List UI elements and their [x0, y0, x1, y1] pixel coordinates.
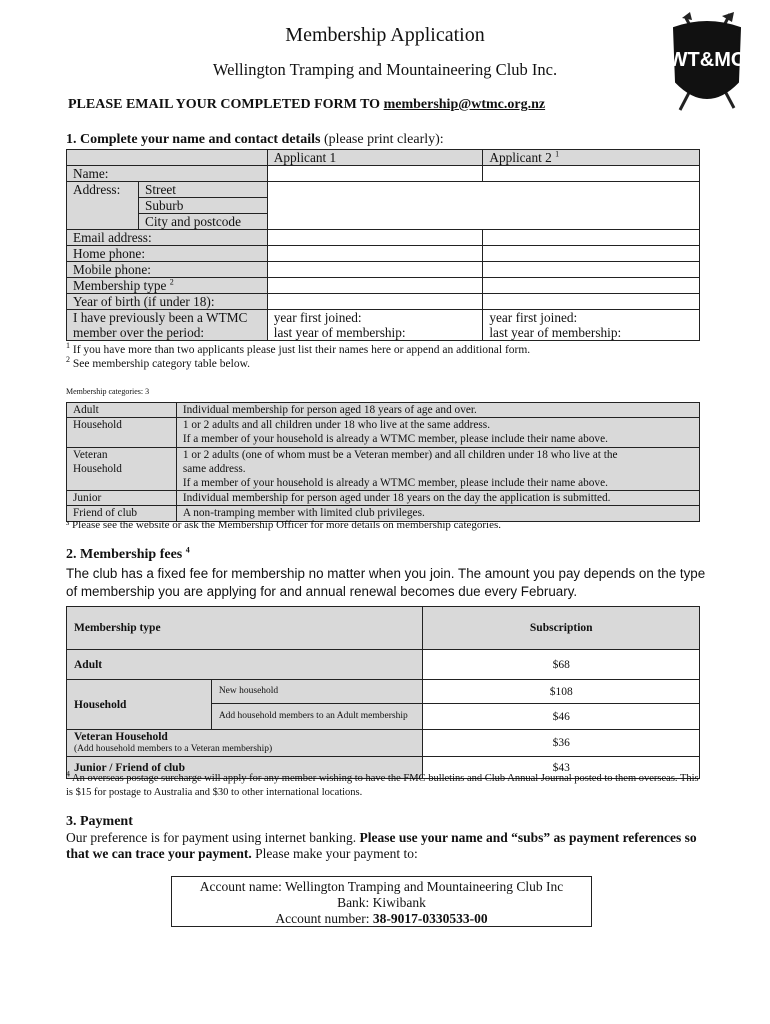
- applicant2-email-field[interactable]: [483, 230, 700, 246]
- label-mobile-phone: Mobile phone:: [67, 262, 268, 278]
- section3-paragraph: Our preference is for payment using internet banking. Please use your name and “subs” as payment references so that we can trace your payment. Please make your payment to:: [66, 830, 697, 861]
- fee-veteran: $36: [423, 730, 700, 757]
- fee-add-household: $46: [423, 704, 700, 730]
- applicant2-previous-field[interactable]: year first joined: last year of membership:: [483, 310, 700, 341]
- address-spacer: [67, 198, 139, 214]
- label-year-of-birth: Year of birth (if under 18):: [67, 294, 268, 310]
- fee-add-household-label: Add household members to an Adult membership: [211, 704, 423, 730]
- applicant1-name-field[interactable]: [267, 166, 483, 182]
- footnotes-1-2: [66, 343, 530, 371]
- fee-adult: $68: [423, 650, 700, 680]
- footnote-3: ³ Please see the website or ask the Membership Officer for more details on membership categories.: [66, 519, 502, 531]
- fee-row-household: Household: [67, 680, 212, 730]
- membership-fees-table: [66, 606, 700, 779]
- contact-details-table: [66, 149, 700, 341]
- section1-heading: [66, 132, 444, 148]
- category-row: Household 1 or 2 adults and all children under 18 who live at the same address. If a member of your household is already a WTMC member, please include their name above.: [67, 418, 700, 447]
- club-logo-icon: [668, 10, 746, 118]
- applicant2-mobile-field[interactable]: [483, 262, 700, 278]
- label-address: Address:: [67, 182, 139, 198]
- footnote-1: $^1$ If you have more than two applicants please just list their names here or append an additional form.: [66, 341, 531, 356]
- account-name: Account name: Wellington Tramping and Mountaineering Club Inc: [199, 879, 564, 894]
- applicant2-yob-field[interactable]: [483, 294, 700, 310]
- fee-row-adult: Adult: [67, 650, 423, 680]
- category-row: Friend of club A non-tramping member with limited club privileges.: [67, 506, 700, 521]
- bank-name: Bank: Kiwibank: [337, 895, 426, 910]
- applicant1-email-field[interactable]: [267, 230, 483, 246]
- membership-categories-table: [66, 402, 700, 522]
- section2-heading: 2. Membership fees $^4$: [66, 545, 190, 562]
- section1-note: (please print clearly):: [320, 132, 444, 147]
- svg-text:WT&MC: WT&MC: [668, 49, 746, 71]
- fee-row-veteran: Veteran Household (Add household members to a Veteran membership): [67, 730, 423, 757]
- applicant1-home-phone-field[interactable]: [267, 246, 483, 262]
- fee-junior: $43: [423, 757, 700, 779]
- fee-new-household: $108: [423, 680, 700, 704]
- applicant1-previous-field[interactable]: year first joined: last year of membership:: [267, 310, 483, 341]
- email-link[interactable]: membership@wtmc.org.nz: [383, 97, 546, 112]
- label-email: Email address:: [67, 230, 268, 246]
- applicant1-type-field[interactable]: [267, 278, 483, 294]
- email-instruction: [68, 97, 545, 113]
- col-subscription: Subscription: [423, 607, 700, 650]
- footnote-2: $^2$ See membership category table below.: [66, 355, 250, 370]
- fee-new-household-label: New household: [211, 680, 423, 704]
- col-membership-type: Membership type: [67, 607, 423, 650]
- header-blank: [67, 150, 268, 166]
- applicant1-mobile-field[interactable]: [267, 262, 483, 278]
- club-name: Wellington Tramping and Mountaineering Club Inc.: [212, 60, 558, 79]
- label-suburb: Suburb: [138, 198, 267, 214]
- categories-label: Membership categories: 3: [66, 387, 150, 396]
- bank-account-box: [171, 876, 592, 927]
- applicant2-name-field[interactable]: [483, 166, 700, 182]
- category-row: Veteran Household 1 or 2 adults (one of whom must be a Veteran member) and all children under 18 who live at the same address. If a member of your household is already a WTMC member, please include their name above.: [67, 447, 700, 491]
- applicant1-yob-field[interactable]: [267, 294, 483, 310]
- section3-heading: 3. Payment: [66, 814, 133, 829]
- label-home-phone: Home phone:: [67, 246, 268, 262]
- address-field[interactable]: [267, 182, 699, 230]
- account-number: Account number: 38-9017-0330533-00: [275, 911, 488, 926]
- applicant2-type-field[interactable]: [483, 278, 700, 294]
- label-membership-type: Membership type $^2$: [67, 278, 268, 294]
- email-prefix: PLEASE EMAIL YOUR COMPLETED FORM TO: [68, 97, 384, 112]
- category-row: Junior Individual membership for person aged under 18 years on the day the application is submitted.: [67, 491, 700, 506]
- footnote-4: $^4$ An overseas postage surcharge will apply for any member wishing to have the FMC bulletins and Club Annual Journal posted to them overseas. This is $15 for postage to Australia and $30 to other international locations.: [66, 769, 699, 798]
- label-previous-member: I have previously been a WTMC member over the period:: [67, 310, 268, 341]
- col-applicant2: Applicant 2 $^1$: [483, 150, 700, 166]
- label-city: City and postcode: [138, 214, 267, 230]
- page-title: Membership Application: [285, 24, 485, 46]
- section1-title: 1. Complete your name and contact details: [66, 132, 321, 147]
- label-street: Street: [138, 182, 267, 198]
- label-name: Name:: [67, 166, 268, 182]
- fee-row-junior: Junior / Friend of club: [67, 757, 423, 779]
- section2-paragraph: The club has a fixed fee for membership no matter when you join. The amount you pay depends on the type of membership you are applying for and annual renewal becomes due every February.: [66, 566, 706, 599]
- col-applicant1: Applicant 1: [267, 150, 483, 166]
- address-spacer: [67, 214, 139, 230]
- applicant2-home-phone-field[interactable]: [483, 246, 700, 262]
- category-row: Adult Individual membership for person aged 18 years of age and over.: [67, 403, 700, 418]
